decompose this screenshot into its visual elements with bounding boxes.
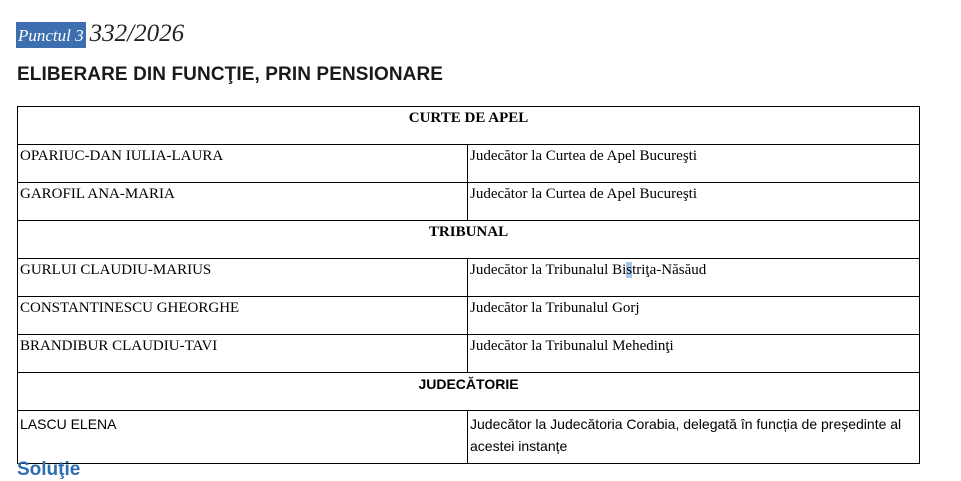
judge-position: Judecător la Tribunalul Gorj: [468, 297, 920, 335]
table-row: [18, 145, 920, 183]
position-text-part: triţa-Năsăud: [632, 262, 707, 278]
judge-position: Judecător la Judecătoria Corabia, delegată în funcția de președinte al acestei instanțe: [468, 411, 920, 464]
text-selection[interactable]: s: [626, 262, 633, 278]
group-header-row: [18, 373, 920, 411]
judge-name: OPARIUC-DAN IULIA-LAURA: [18, 145, 468, 183]
judge-name: GAROFIL ANA-MARIA: [18, 183, 468, 221]
judge-position: [468, 259, 920, 297]
judge-name: BRANDIBUR CLAUDIU-TAVI: [18, 335, 468, 373]
group-title: CURTE DE APEL: [18, 107, 920, 145]
table-row: [18, 335, 920, 373]
table-row: [18, 297, 920, 335]
group-title: TRIBUNAL: [18, 221, 920, 259]
judge-position: Judecător la Curtea de Apel Bucureşti: [468, 183, 920, 221]
document-header: [16, 14, 184, 48]
group-title: JUDECĂTORIE: [18, 373, 920, 411]
table-row: [18, 411, 920, 464]
judge-position: Judecător la Curtea de Apel Bucureşti: [468, 145, 920, 183]
judge-name: CONSTANTINESCU GHEORGHE: [18, 297, 468, 335]
position-text-part: Judecător la Tribunalul Bi: [470, 262, 627, 278]
judge-name: GURLUI CLAUDIU-MARIUS: [18, 259, 468, 297]
group-header-row: [18, 107, 920, 145]
table-row: [18, 183, 920, 221]
table-row: [18, 259, 920, 297]
next-section-heading: Soluţie: [17, 459, 81, 480]
decisions-table: [17, 106, 920, 464]
section-title: ELIBERARE DIN FUNCŢIE, PRIN PENSIONARE: [17, 64, 444, 85]
judge-name: LASCU ELENA: [18, 411, 468, 464]
agenda-item-label: Punctul 3: [16, 22, 86, 48]
judge-position: Judecător la Tribunalul Mehedinţi: [468, 335, 920, 373]
group-header-row: [18, 221, 920, 259]
reference-number: 332/2026: [89, 20, 185, 47]
